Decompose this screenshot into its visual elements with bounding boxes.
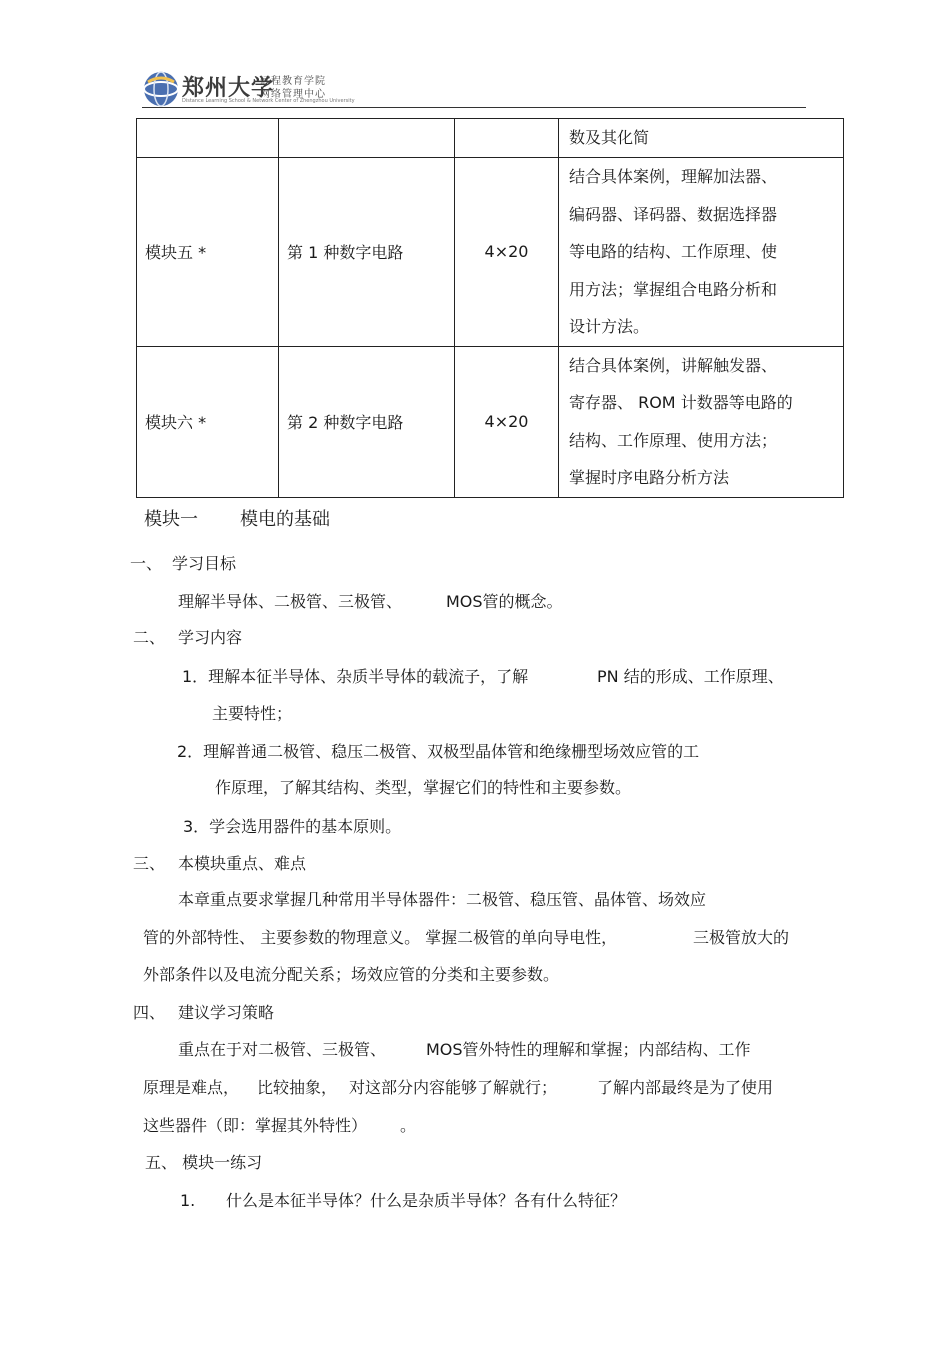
module-cell: 模块六 * <box>137 346 279 497</box>
list-item: 2．理解普通二极管、稳压二极管、双极型晶体管和绝缘栅型场效应管的工 <box>177 742 700 761</box>
header-logo <box>142 68 355 108</box>
paragraph-text: 。 <box>400 1116 417 1135</box>
module-cell <box>137 119 279 158</box>
table-row <box>137 346 844 497</box>
description-cell <box>559 119 844 158</box>
description-cell <box>559 158 844 347</box>
list-item: 主要特性； <box>212 704 293 723</box>
section-title: 五、 模块一练习 <box>145 1153 263 1172</box>
description-line: 等电路的结构、工作原理、使 <box>569 242 778 261</box>
description-line: 掌握时序电路分析方法 <box>569 468 730 487</box>
module-cell: 模块五 * <box>137 158 279 347</box>
description-line: 设计方法。 <box>569 317 650 336</box>
paragraph-text: MOS管的概念。 <box>446 592 563 611</box>
section-title: 学习内容 <box>178 628 243 647</box>
description-line: 寄存器、 ROM 计数器等电路的 <box>569 393 793 412</box>
table-row <box>137 119 844 158</box>
paragraph-text: 本章重点要求掌握几种常用半导体器件：二极管、稳压管、晶体管、场效应 <box>178 890 707 909</box>
description-line: 编码器、译码器、数据选择器 <box>569 204 778 224</box>
question-number: 1. <box>180 1191 196 1210</box>
logo-subtitle-2: 网络管理中心 <box>260 89 326 100</box>
paragraph-text: 这些器件（即：掌握其外特性） <box>143 1116 368 1135</box>
topic-cell: 第 2 种数字电路 <box>279 346 455 497</box>
description-line: 用方法；掌握组合电路分析和 <box>569 279 778 299</box>
hours-cell: 4×20 <box>455 158 559 347</box>
paragraph-text: 管的外部特性、 主要参数的物理意义。 掌握二极管的单向导电性， <box>143 928 618 947</box>
section-title: 建议学习策略 <box>178 1003 275 1022</box>
module-title-name: 模电的基础 <box>240 509 330 530</box>
topic-cell: 第 1 种数字电路 <box>279 158 455 347</box>
header-divider <box>142 107 806 108</box>
paragraph-text: 对这部分内容能够了解就行； <box>349 1078 558 1097</box>
course-table <box>136 118 844 498</box>
module-title-number: 模块一 <box>144 509 198 530</box>
paragraph-text: MOS管外特性的理解和掌握；内部结构、工作 <box>426 1040 751 1059</box>
hours-cell: 4×20 <box>455 346 559 497</box>
university-globe-icon <box>142 70 180 108</box>
paragraph-text: 比较抽象， <box>257 1078 338 1097</box>
description-line: 结合具体案例，讲解触发器、 <box>569 355 778 375</box>
paragraph-text: 外部条件以及电流分配关系；场效应管的分类和主要参数。 <box>143 965 560 984</box>
table-row <box>137 158 844 347</box>
paragraph-text: 重点在于对二极管、三极管、 <box>178 1040 387 1059</box>
description-line: 结合具体案例，理解加法器、 <box>569 167 778 186</box>
paragraph-text: 三极管放大的 <box>693 928 790 947</box>
list-item: 3．学会选用器件的基本原则。 <box>183 817 402 836</box>
logo-name: 郑州大学 <box>182 75 275 101</box>
paragraph-text: 理解半导体、二极管、三极管、 <box>178 592 403 611</box>
section-title: 学习目标 <box>172 554 237 573</box>
section-number: 二、 <box>133 628 166 647</box>
question-text: 什么是本征半导体？什么是杂质半导体？各有什么特征？ <box>226 1191 627 1210</box>
hours-cell <box>455 119 559 158</box>
paragraph-text: 了解内部最终是为了使用 <box>597 1078 774 1097</box>
section-number: 四、 <box>133 1003 166 1022</box>
list-item: 1．理解本征半导体、杂质半导体的载流子，了解 <box>182 667 529 686</box>
paragraph-text: 原理是难点， <box>143 1078 240 1097</box>
logo-subtitle-1: 远程教育学院 <box>260 76 326 87</box>
topic-cell <box>279 119 455 158</box>
section-number: 一、 <box>130 554 163 573</box>
description-line: 数及其化简 <box>569 128 650 148</box>
description-cell <box>559 346 844 497</box>
logo-english: Distance Learning School & Network Center of Zhengzhou University <box>182 98 355 104</box>
section-title: 本模块重点、难点 <box>178 854 307 873</box>
list-item: PN 结的形成、工作原理、 <box>597 667 784 686</box>
section-number: 三、 <box>133 854 166 873</box>
description-line: 结构、工作原理、使用方法； <box>569 430 778 450</box>
list-item: 作原理，了解其结构、类型，掌握它们的特性和主要参数。 <box>215 778 632 797</box>
